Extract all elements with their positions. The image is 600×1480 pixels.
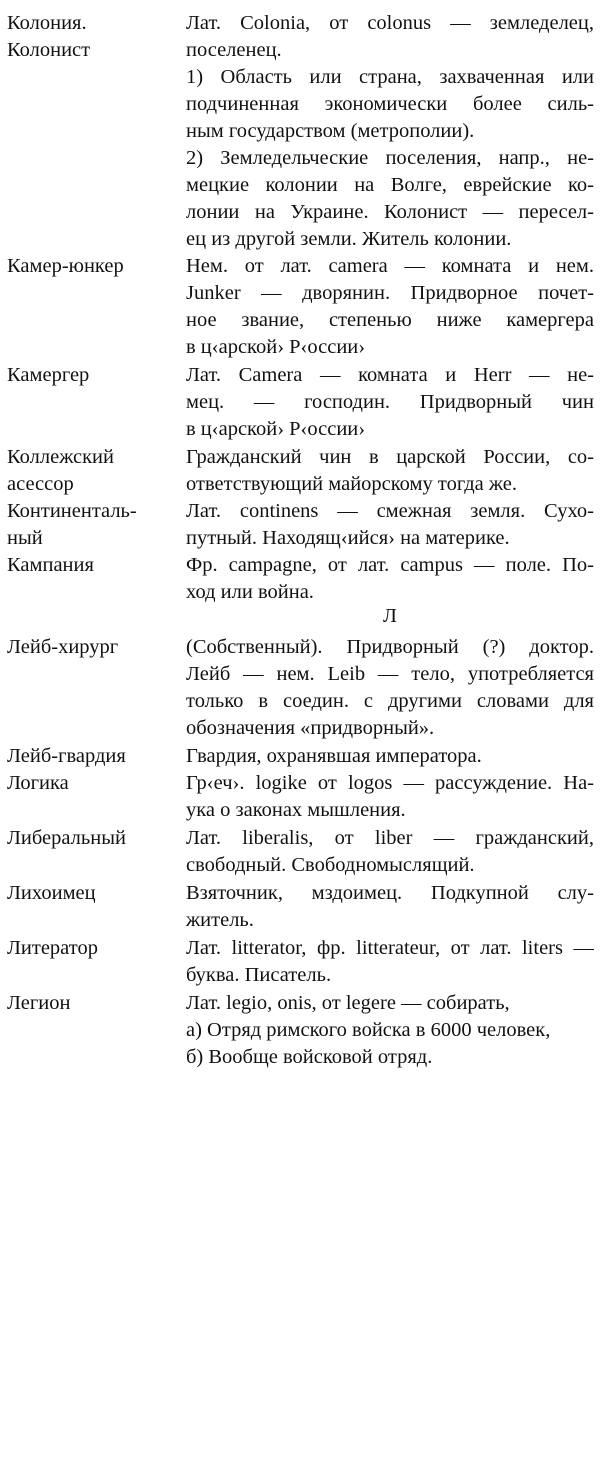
entry-definition [186,935,594,989]
definition-line: 2) Земледельческие поселения, напр., не- [186,147,594,169]
term-line: Колония. [7,12,87,34]
definition-line: (Собственный). Придворный (?) доктор. [186,636,594,658]
term-line: Либеральный [7,827,126,849]
entry-definition [186,10,594,253]
definition-line: мец. — господин. Придворный чин [186,391,594,413]
term-line: Лейб-хирург [7,636,119,658]
term-line: Камергер [7,364,90,386]
entry-term [7,552,179,579]
entry-definition [186,634,594,742]
entry-definition [186,552,594,606]
definition-line: подчиненная экономически более силь- [186,93,594,115]
definition-line: Лат. Colonia, от colonus — земледелец, [186,12,594,34]
term-line: Колонист [7,39,91,61]
definition-line: ное звание, степенью ниже камергера [186,309,594,331]
definition-line: в ц‹арской› Р‹оссии› [186,336,366,358]
term-line: Литератор [7,937,98,959]
entry-definition [186,990,594,1071]
definition-line: б) Вообще войсковой отряд. [186,1046,433,1068]
entry-term [7,498,179,552]
entry-term [7,770,179,797]
term-line: Логика [7,772,69,794]
term-line: ный [7,527,43,549]
definition-line: только в соедин. с другими словами для [186,690,594,712]
definition-line: Лат. legio, onis, от legere — собирать, [186,992,510,1014]
entry-definition [186,880,594,934]
term-line: Коллежский [7,446,114,468]
definition-line: Лейб — нем. Leib — тело, употребляется [186,663,594,685]
entry-term [7,990,179,1017]
definition-line: Гражданский чин в царской России, со- [186,446,594,468]
entry-definition [186,444,594,498]
term-line: Камер-юнкер [7,255,124,277]
definition-line: обозначения «придворный». [186,717,435,739]
definition-line: в ц‹арской› Р‹оссии› [186,418,366,440]
entry-term [7,444,179,498]
definition-line: а) Отряд римского войска в 6000 человек, [186,1019,551,1041]
definition-line: Лат. liberalis, от liber — гражданский, [186,827,594,849]
definition-line: Junker — дворянин. Придворное почет- [186,282,594,304]
entry-term [7,634,179,661]
definition-line: поселенец. [186,39,282,61]
entry-term [7,743,179,770]
definition-line: ным государством (метрополии). [186,120,475,142]
entry-term [7,880,179,907]
definition-line: Гр‹еч›. logike от logos — рассуждение. На- [186,772,594,794]
definition-line: Взяточник, мздоимец. Подкупной слу- [186,882,594,904]
entry-term [7,825,179,852]
definition-line: Лат. Camera — комната и Herr — не- [186,364,594,386]
entry-term [7,362,179,389]
term-line: Легион [7,992,71,1014]
definition-line: путный. Находящ‹ийся› на материке. [186,527,510,549]
term-line: Кампания [7,554,94,576]
definition-line: Лат. continens — смежная земля. Сухо- [186,500,594,522]
definition-line: ответствующий майорскому тогда же. [186,473,517,495]
term-line: асессор [7,473,74,495]
definition-line: Фр. campagne, от лат. campus — поле. По- [186,554,594,576]
section-letter-heading: Л [383,605,397,627]
definition-line: Лат. litterator, фр. litterateur, от лат. liters — [186,937,594,959]
term-line: Лейб-гвардия [7,745,126,767]
definition-line: лонии на Украине. Колонист — пересел- [186,201,594,223]
definition-line: мецкие колонии на Волге, еврейские ко- [186,174,594,196]
definition-line: ход или война. [186,581,314,603]
entry-definition [186,770,594,824]
entry-definition [186,362,594,443]
definition-line: ука о законах мышления. [186,799,406,821]
definition-line: ец из другой земли. Житель колонии. [186,228,512,250]
term-line: Лихоимец [7,882,96,904]
definition-line: свободный. Свободномыслящий. [186,854,475,876]
entry-definition [186,498,594,552]
entry-term [7,10,179,64]
entry-term [7,935,179,962]
entry-definition [186,743,594,770]
definition-line: Нем. от лат. camera — комната и нем. [186,255,594,277]
definition-line: буква. Писатель. [186,964,332,986]
entry-definition [186,253,594,361]
definition-line: житель. [186,909,254,931]
entry-term [7,253,179,280]
definition-line: 1) Область или страна, захваченная или [186,66,594,88]
entry-definition [186,825,594,879]
definition-line: Гвардия, охранявшая императора. [186,745,482,767]
term-line: Континенталь- [7,500,137,522]
